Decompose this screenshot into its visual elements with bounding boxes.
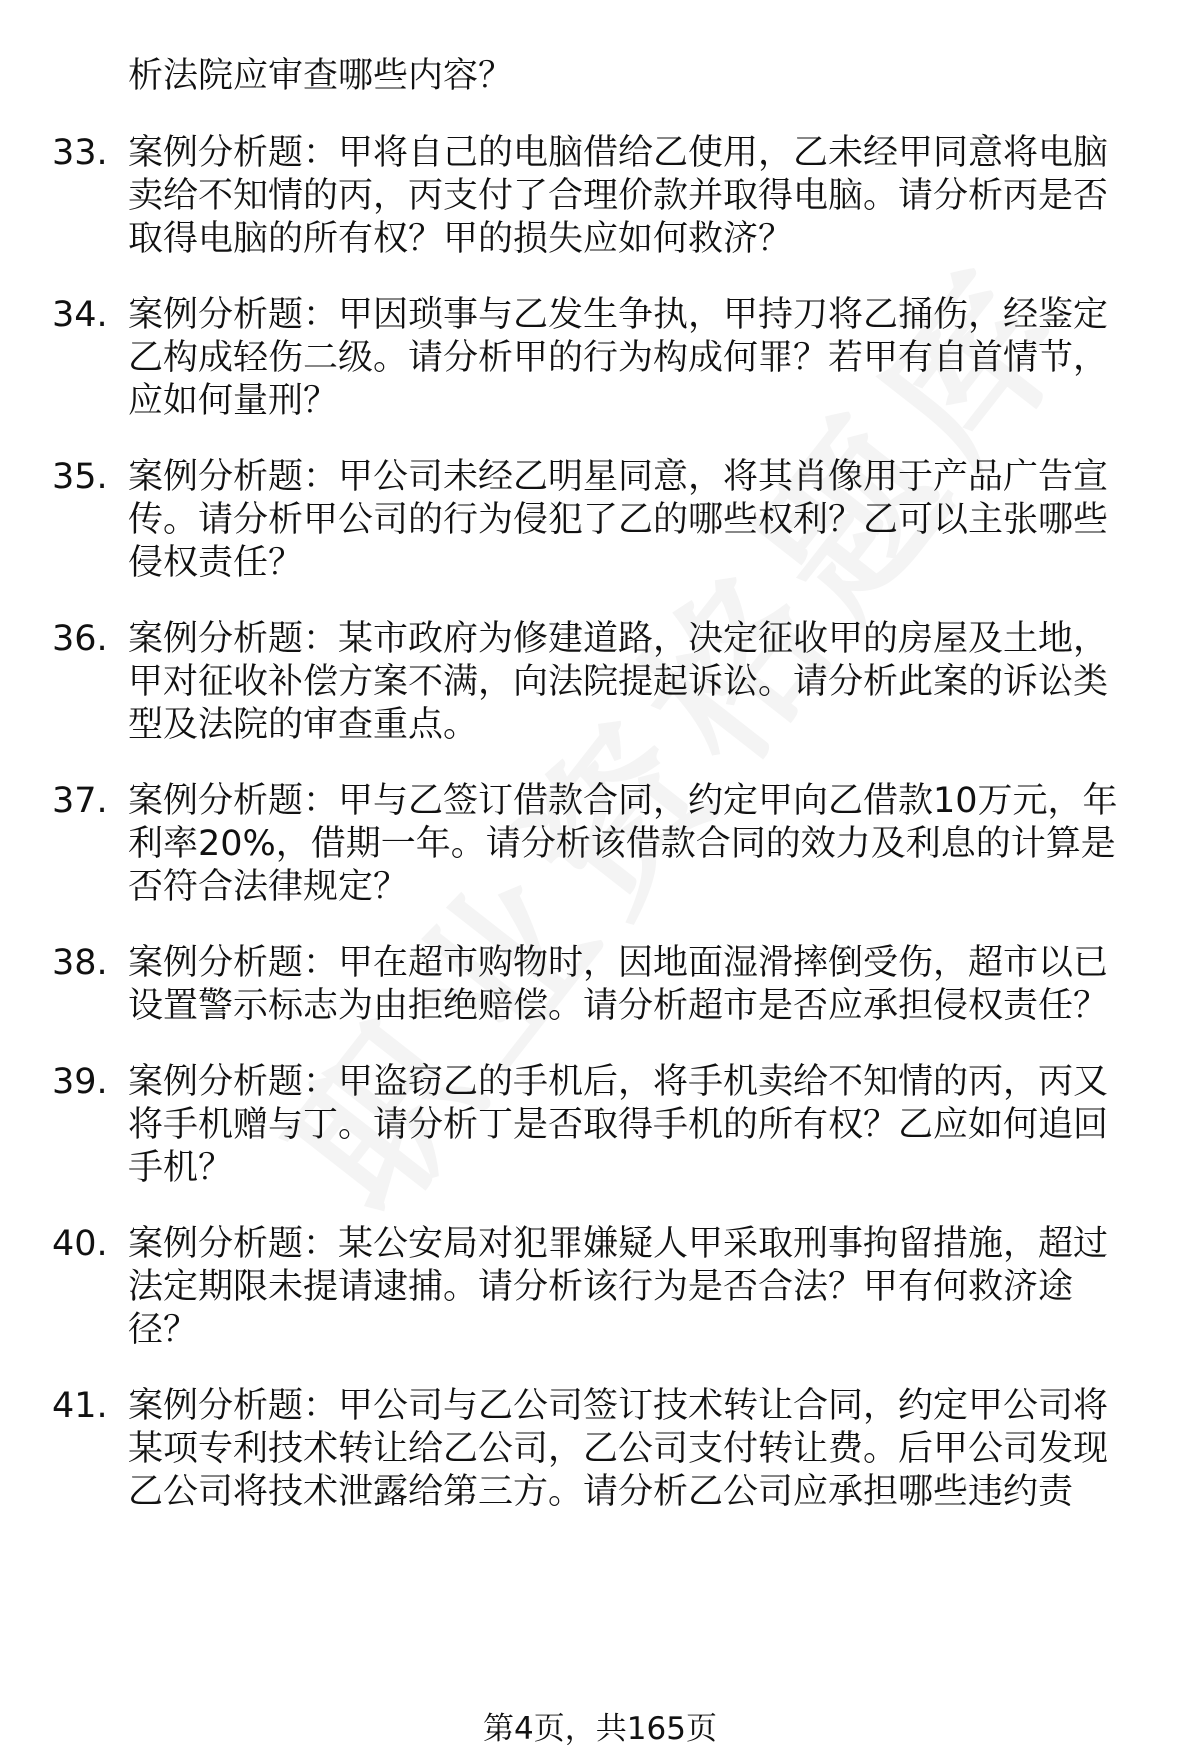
question-line: 案例分析题：甲公司未经乙明星同意，将其肖像用于产品广告宣 xyxy=(128,457,1109,497)
question-line: 径？ xyxy=(128,1310,199,1350)
page-footer: 第4页，共165页 xyxy=(483,1711,717,1747)
question-line: 利率20%，借期一年。请分析该借款合同的效力及利息的计算是 xyxy=(128,824,1116,864)
question-line: 案例分析题：某市政府为修建道路，决定征收甲的房屋及土地， xyxy=(128,619,1109,659)
question-line: 案例分析题：甲公司与乙公司签订技术转让合同，约定甲公司将 xyxy=(128,1386,1109,1426)
question-line: 乙公司将技术泄露给第三方。请分析乙公司应承担哪些违约责 xyxy=(128,1472,1074,1512)
question-line: 应如何量刑？ xyxy=(128,381,339,421)
question-line: 乙构成轻伤二级。请分析甲的行为构成何罪？若甲有自首情节， xyxy=(128,338,1109,378)
question-line: 案例分析题：甲因琐事与乙发生争执，甲持刀将乙捅伤，经鉴定 xyxy=(128,295,1109,335)
question-line: 案例分析题：甲在超市购物时，因地面湿滑摔倒受伤，超市以已 xyxy=(128,943,1109,983)
lead-line: 析法院应审查哪些内容？ xyxy=(128,56,514,96)
question-line: 否符合法律规定？ xyxy=(128,867,409,907)
question-line: 型及法院的审查重点。 xyxy=(128,705,479,745)
question-number: 35. xyxy=(52,457,108,497)
question-line: 传。请分析甲公司的行为侵犯了乙的哪些权利？乙可以主张哪些 xyxy=(128,500,1109,540)
question-line: 卖给不知情的丙，丙支付了合理价款并取得电脑。请分析丙是否 xyxy=(128,176,1109,216)
question-line: 某项专利技术转让给乙公司，乙公司支付转让费。后甲公司发现 xyxy=(128,1429,1109,1469)
question-line: 法定期限未提请逮捕。请分析该行为是否合法？甲有何救济途 xyxy=(128,1267,1074,1307)
question-line: 取得电脑的所有权？甲的损失应如何救济？ xyxy=(128,219,794,259)
question-line: 甲对征收补偿方案不满，向法院提起诉讼。请分析此案的诉讼类 xyxy=(128,662,1109,702)
question-number: 37. xyxy=(52,781,108,821)
question-line: 案例分析题：甲将自己的电脑借给乙使用，乙未经甲同意将电脑 xyxy=(128,133,1109,173)
question-line: 侵权责任？ xyxy=(128,543,304,583)
question-line: 案例分析题：甲盗窃乙的手机后，将手机卖给不知情的丙，丙又 xyxy=(128,1062,1109,1102)
question-line: 设置警示标志为由拒绝赔偿。请分析超市是否应承担侵权责任？ xyxy=(128,986,1109,1026)
question-line: 将手机赠与丁。请分析丁是否取得手机的所有权？乙应如何追回 xyxy=(128,1105,1109,1145)
question-number: 38. xyxy=(52,943,108,983)
question-number: 39. xyxy=(52,1062,108,1102)
question-line: 案例分析题：某公安局对犯罪嫌疑人甲采取刑事拘留措施，超过 xyxy=(128,1224,1109,1264)
question-number: 41. xyxy=(52,1386,108,1426)
question-number: 34. xyxy=(52,295,108,335)
question-number: 33. xyxy=(52,133,108,173)
question-number: 36. xyxy=(52,619,108,659)
question-line: 手机？ xyxy=(128,1148,234,1188)
question-line: 案例分析题：甲与乙签订借款合同，约定甲向乙借款10万元，年 xyxy=(128,781,1118,821)
question-number: 40. xyxy=(52,1224,108,1264)
